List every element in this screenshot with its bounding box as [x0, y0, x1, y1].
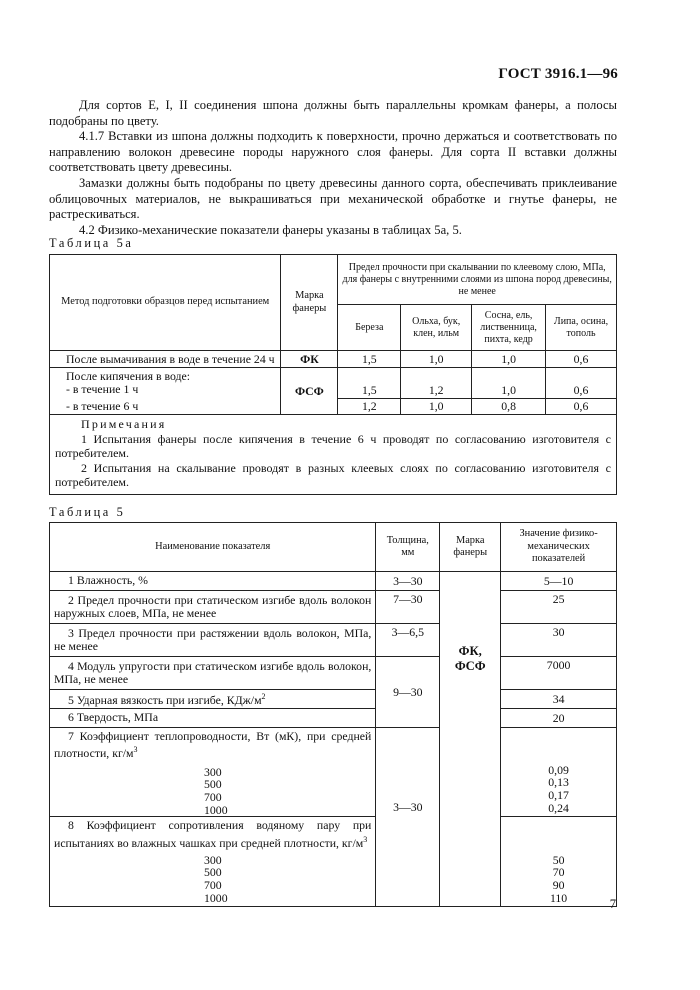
cell-value: 0,8 [472, 399, 546, 415]
cell-method-line: - в течение 1 ч [66, 382, 139, 396]
cell-value: 1,0 [401, 399, 472, 415]
cell-value: 0,6 [546, 368, 617, 399]
cell-name-text: 1 Влажность, % [68, 573, 148, 588]
header-species: Береза [338, 305, 401, 351]
cell-name-text: 4 Модуль упругости при статическом изгибе вдоль волокон, МПа, не менее [54, 658, 372, 686]
cell-name [50, 624, 376, 657]
table-notes-row [50, 415, 617, 495]
cell-thickness: 9—30 [376, 657, 440, 728]
value-item: 50 [552, 852, 565, 867]
cell-thickness: 3—30 [376, 572, 440, 591]
table-5a-caption: Таблица 5а [49, 236, 134, 250]
cell-value: 0,6 [546, 399, 617, 415]
header-species: Сосна, ель, лиственница, пихта, кедр [472, 305, 546, 351]
header-species: Липа, осина, тополь [546, 305, 617, 351]
notes-title: Примечания [81, 417, 167, 431]
cell-value: 7000 [501, 657, 617, 690]
paragraph: 4.1.7 Вставки из шпона должны подходить к поверхности, прочно держаться и соответствовать по направлению волокон древесине породы наружного слоя фанеры. Для сорта II вставки должны соответствовать цвету древесины. [49, 129, 617, 175]
table-row [50, 728, 617, 817]
cell-method: После вымачивания в воде в течение 24 ч [50, 351, 281, 368]
table-row [50, 657, 617, 690]
density-list [54, 854, 371, 904]
cell-thickness: 3—6,5 [376, 624, 440, 657]
header-thickness: Толщина, мм [376, 523, 440, 572]
paragraph: 4.2 Физико-механические показатели фанеры указаны в таблицах 5а, 5. [79, 222, 462, 237]
cell-value: 1,0 [472, 351, 546, 368]
cell-value: 25 [501, 591, 617, 624]
value-item: 90 [552, 877, 565, 892]
table-5-caption: Таблица 5 [49, 505, 126, 519]
cell-value: 1,5 [338, 351, 401, 368]
header-strength: Предел прочности при скалывании по клеевому слою, МПа, для фанеры с внутренними слоями из шпона пород древесины, не менее [338, 255, 617, 305]
header-method: Метод подготовки образцов перед испытанием [50, 255, 281, 351]
document-id: ГОСТ 3916.1—96 [498, 66, 618, 82]
page-number: 7 [609, 897, 616, 911]
cell-mark: ФК, ФСФ [440, 572, 501, 907]
cell-value: 1,0 [401, 351, 472, 368]
cell-mark: ФСФ [281, 368, 338, 415]
note-item: 1 Испытания фанеры после кипячения в течение 6 ч проводят по согласованию изготовителя с потребителем. [55, 431, 611, 461]
cell-thickness: 7—30 [376, 591, 440, 624]
density-value: 500 [204, 865, 222, 880]
cell-value: 5—10 [501, 572, 617, 591]
header-mark: Марка фанеры [281, 255, 338, 351]
cell-name-text: 3 Предел прочности при растяжении вдоль волокон, МПа, не менее [54, 625, 372, 653]
cell-name-text [54, 730, 371, 761]
density-value: 700 [204, 878, 222, 893]
cell-name-text-main: 7 Коэффициент теплопроводности, Вт (мК), при средней плотности, кг/м [54, 729, 372, 761]
cell-method: - в течение 6 ч [50, 399, 281, 415]
cell-value: 0,6 [546, 351, 617, 368]
table-row [50, 709, 617, 728]
density-value: 300 [204, 764, 222, 779]
cell-value [501, 728, 617, 817]
cell-value [501, 817, 617, 907]
table-row [50, 690, 617, 709]
cell-method [50, 368, 281, 399]
cell-name [50, 591, 376, 624]
paragraph: Для сортов Е, I, II соединения шпона должны быть параллельны кромкам фанеры, а полосы подобраны по цвету. [49, 98, 617, 128]
cell-value: 1,0 [472, 368, 546, 399]
table-notes [50, 415, 617, 495]
density-value: 700 [204, 789, 222, 804]
superscript: 3 [133, 745, 138, 755]
cell-name [50, 572, 376, 591]
cell-name-text-main: 5 Ударная вязкость при изгибе, КДж/м [68, 693, 262, 708]
value-item: 0,17 [548, 787, 569, 802]
cell-value: 34 [501, 690, 617, 709]
density-value: 500 [204, 777, 222, 792]
cell-mark: ФК [281, 351, 338, 368]
header-name: Наименование показателя [50, 523, 376, 572]
density-list [54, 766, 371, 816]
table-row [50, 624, 617, 657]
header-species: Ольха, бук, клен, ильм [401, 305, 472, 351]
superscript: 2 [261, 692, 266, 702]
value-item: 70 [552, 865, 565, 880]
table-row [50, 817, 617, 907]
table-5 [49, 522, 617, 907]
cell-name-text: 2 Предел прочности при статическом изгибе вдоль волокон наружных слоев, МПа, не менее [54, 592, 372, 620]
cell-thickness: 3—30 [376, 728, 440, 907]
cell-method-line: После кипячения в воде: [66, 369, 191, 383]
value-item: 0,24 [548, 800, 569, 815]
header-mark: Марка фанеры [440, 523, 501, 572]
value-item: 0,13 [548, 775, 569, 790]
cell-name-text [54, 690, 371, 707]
cell-name [50, 657, 376, 690]
body-text [49, 98, 617, 238]
cell-name-text: 6 Твердость, МПа [68, 710, 159, 725]
table-row [50, 591, 617, 624]
paragraph: Замазки должны быть подобраны по цвету древесины данного сорта, обеспечивать приклеивание облицовочных материалов, не выкрашиваться при механической обработке и гнутье фанеры, не растрескиваться. [49, 175, 617, 222]
table-row [50, 351, 617, 368]
value-item: 110 [549, 890, 568, 905]
cell-name [50, 817, 376, 907]
density-value: 1000 [204, 802, 228, 817]
table-row [50, 572, 617, 591]
cell-name [50, 709, 376, 728]
cell-value: 30 [501, 624, 617, 657]
superscript: 3 [363, 834, 368, 844]
cell-name [50, 690, 376, 709]
note-item: 2 Испытания на скалывание проводят в разных клеевых слоях по согласованию изготовителя с потребителем. [55, 460, 611, 490]
cell-name-text-main: 8 Коэффициент сопротивления водяному пару при испытаниях во влажных чашках при средней плотности, кг/м [54, 818, 372, 850]
cell-name [50, 728, 376, 817]
cell-value: 1,5 [338, 368, 401, 399]
density-value: 300 [204, 852, 222, 867]
cell-name-text [54, 819, 371, 850]
cell-value: 1,2 [338, 399, 401, 415]
density-value: 1000 [204, 890, 228, 905]
cell-value: 1,2 [401, 368, 472, 399]
table-row [50, 368, 617, 399]
cell-value: 20 [501, 709, 617, 728]
table-5a [49, 254, 617, 495]
header-value: Значение физико-механических показателей [501, 523, 617, 572]
value-item: 0,09 [548, 762, 569, 777]
